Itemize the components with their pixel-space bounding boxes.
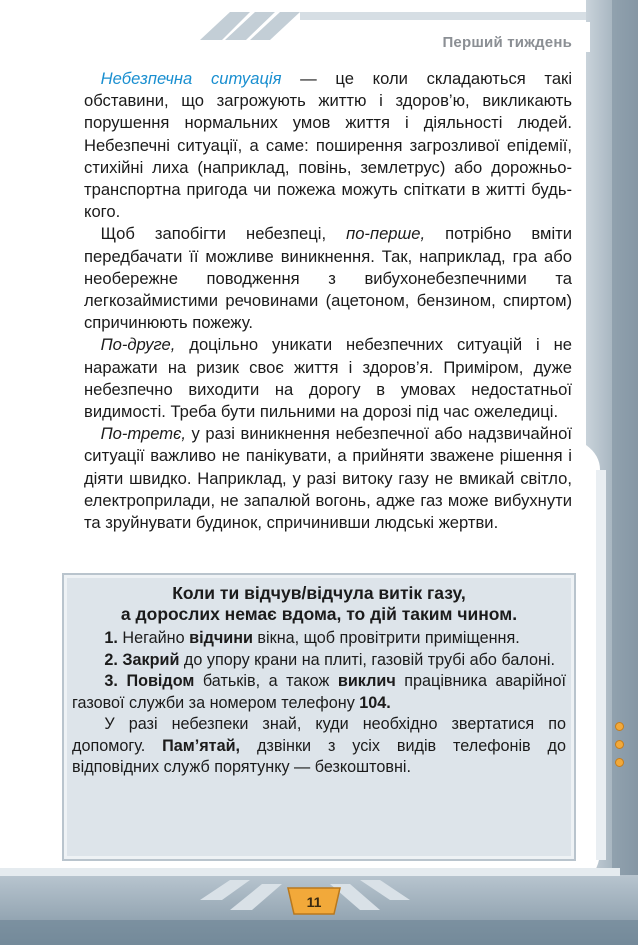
gas-leak-instructions-box bbox=[62, 573, 576, 861]
instruction-item-3: 3. Повідом батьків, а також виклич працівника аварійної газової служби за номером телефону 104. bbox=[72, 672, 567, 712]
dot-icon bbox=[615, 740, 624, 749]
term-highlight: Небезпечна ситуація bbox=[100, 69, 282, 88]
instruction-item-1: 1. Негайно відчини вікна, щоб провітрити приміщення. bbox=[104, 629, 520, 647]
page-header-title: Перший тиждень bbox=[442, 34, 572, 51]
paragraph-second: По-друге, доцільно уникати небезпечних ситуацій і не наражати на ризик своє життя і здоров’я. Приміром, дуже небезпечно виходити на дорогу в умовах недостатньої видимості. Треба бути пильними на дорозі під час ожеледиці. bbox=[84, 335, 572, 422]
main-text bbox=[84, 68, 572, 534]
paragraph-first: Щоб запобігти небезпеці, по-перше, потрібно вміти передбачати її можливе виникнення. Так, наприклад, гра або необережне поводження з вибухонебезпечними та легкозаймистими речовинами (ацетоном, бензином, спиртом) спричинюють пожежу. bbox=[84, 224, 573, 333]
phone-number: 104. bbox=[359, 693, 391, 712]
dot-icon bbox=[615, 758, 624, 767]
paragraph-definition: Небезпечна ситуація — це коли складаються такі обставини, що загрожують життю і здоров’ю, викликають порушення нормальних умов життя і діяльності людей. Небезпечні ситуації, а саме: поширення загрозливої епідемії, стихійні лиха (наприклад, повінь, землетрус) або дорожньо-транспортна пригода чи пожежа можуть спіткати в житті будь-кого. bbox=[84, 69, 573, 222]
dot-icon bbox=[615, 722, 624, 731]
box-title: Коли ти відчув/відчула витік газу, а дорослих немає вдома, то дій таким чином. bbox=[120, 583, 518, 624]
instruction-item-2: 2. Закрий до упору крани на плиті, газовій трубі або балоні. bbox=[104, 650, 555, 669]
paragraph-third: По-третє, у разі виникнення небезпечної або надзвичайної ситуації важливо не панікувати, а прийняти зважене рішення і діяти швидко. Наприклад, у разі витоку газу не вмикай світло, електроприлади, не запалюй вогонь, адже газ може вибухнути та зруйнувати будинок, спричинивши людські жертви. bbox=[84, 424, 572, 533]
help-note: У разі небезпеки знай, куди необхідно звертатися по допомогу. Пам’ятай, дзвінки з усіх видів телефонів до відповідних служб порятунку — безкоштовні. bbox=[72, 715, 566, 776]
decorative-dots bbox=[615, 722, 624, 776]
page-number: 11 bbox=[306, 894, 322, 910]
